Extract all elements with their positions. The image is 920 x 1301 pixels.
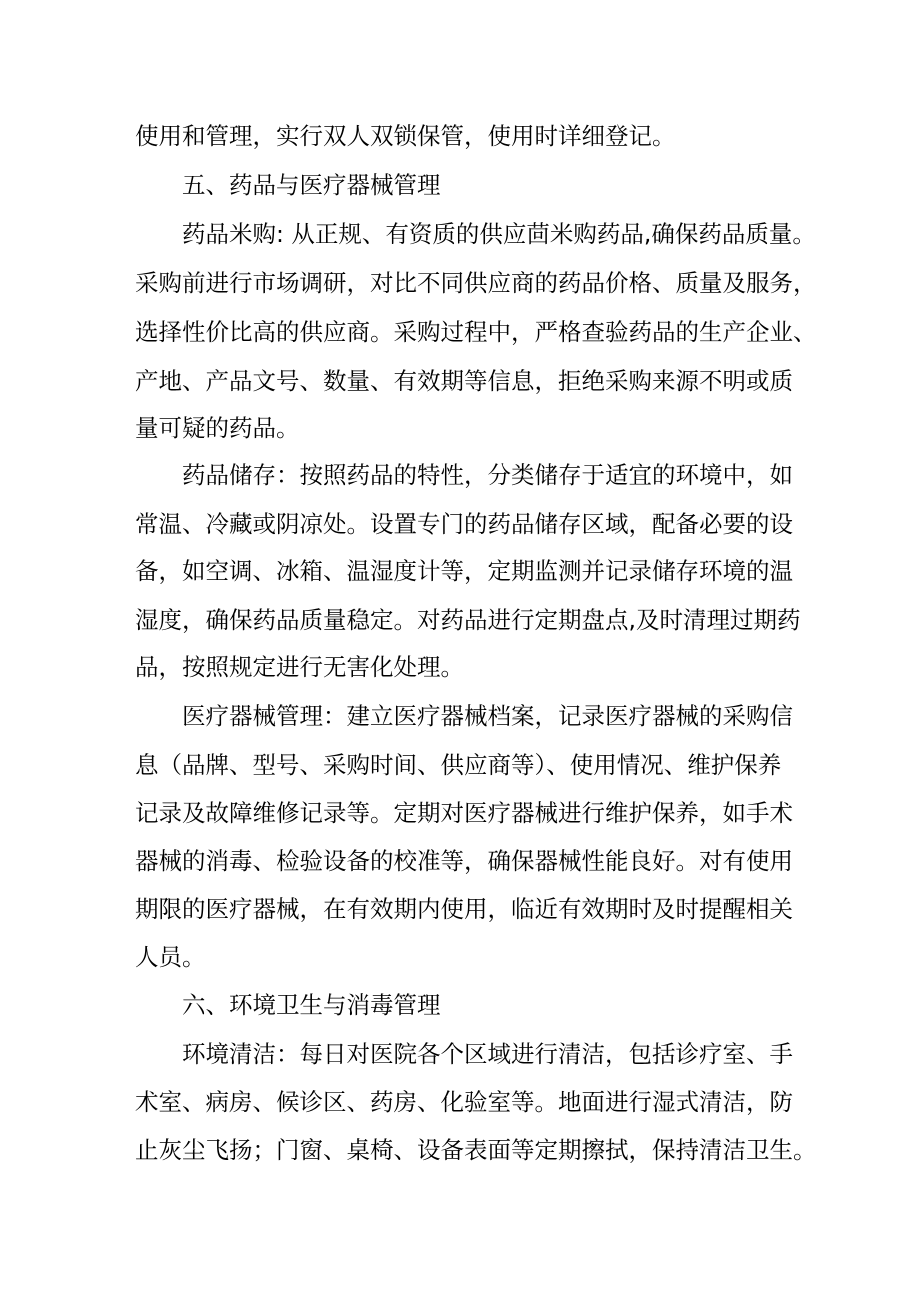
text-line: 器械的消毒、检验设备的校准等，确保器械性能良好。对有使用 xyxy=(135,847,793,875)
text-line: 期限的医疗器械，在有效期内使用，临近有效期时及时提醒相关 xyxy=(135,895,793,923)
text-line: 产地、产品文号、数量、有效期等信息，拒绝采购来源不明或质 xyxy=(135,367,793,395)
text-line: 药品储存：按照药品的特性，分类储存于适宜的环境中，如 xyxy=(182,461,793,489)
text-line: 品，按照规定进行无害化处理。 xyxy=(135,653,464,681)
section-heading: 六、环境卫生与消毒管理 xyxy=(182,991,441,1019)
text-line: 止灰尘飞扬；门窗、桌椅、设备表面等定期擦拭，保持清洁卫生。 xyxy=(135,1136,817,1164)
section-heading: 五、药品与医疗器械管理 xyxy=(182,171,441,199)
text-line: 术室、病房、候诊区、药房、化验室等。地面进行湿式清洁，防 xyxy=(135,1088,793,1116)
text-line: 人员。 xyxy=(135,943,206,971)
text-line: 息（品牌、型号、采购时间、供应商等）、使用情况、维护保养 xyxy=(135,751,782,779)
text-line: 湿度，确保药品质量稳定。对药品进行定期盘点,及时清理过期药 xyxy=(135,606,801,634)
text-line: 常温、冷藏或阴凉处。设置专门的药品储存区域，配备必要的设 xyxy=(135,510,793,538)
text-line: 选择性价比高的供应商。采购过程中，严格查验药品的生产企业、 xyxy=(135,318,817,346)
text-line: 环境清洁：每日对医院各个区域进行清洁，包括诊疗室、手 xyxy=(182,1040,793,1068)
text-line: 备，如空调、冰箱、温湿度计等，定期监测并记录储存环境的温 xyxy=(135,557,793,585)
text-line: 使用和管理，实行双人双锁保管，使用时详细登记。 xyxy=(135,122,676,150)
text-line: 量可疑的药品。 xyxy=(135,414,300,442)
text-line: 记录及故障维修记录等。定期对医疗器械进行维护保养，如手术 xyxy=(135,799,793,827)
text-line: 医疗器械管理：建立医疗器械档案，记录医疗器械的采购信 xyxy=(182,702,793,730)
text-line: 药品米购: 从正规、有资质的供应茴米购药品,确保药品质量。 xyxy=(182,220,816,248)
text-line: 采购前进行市场调研，对比不同供应商的药品价格、质量及服务， xyxy=(135,269,817,297)
